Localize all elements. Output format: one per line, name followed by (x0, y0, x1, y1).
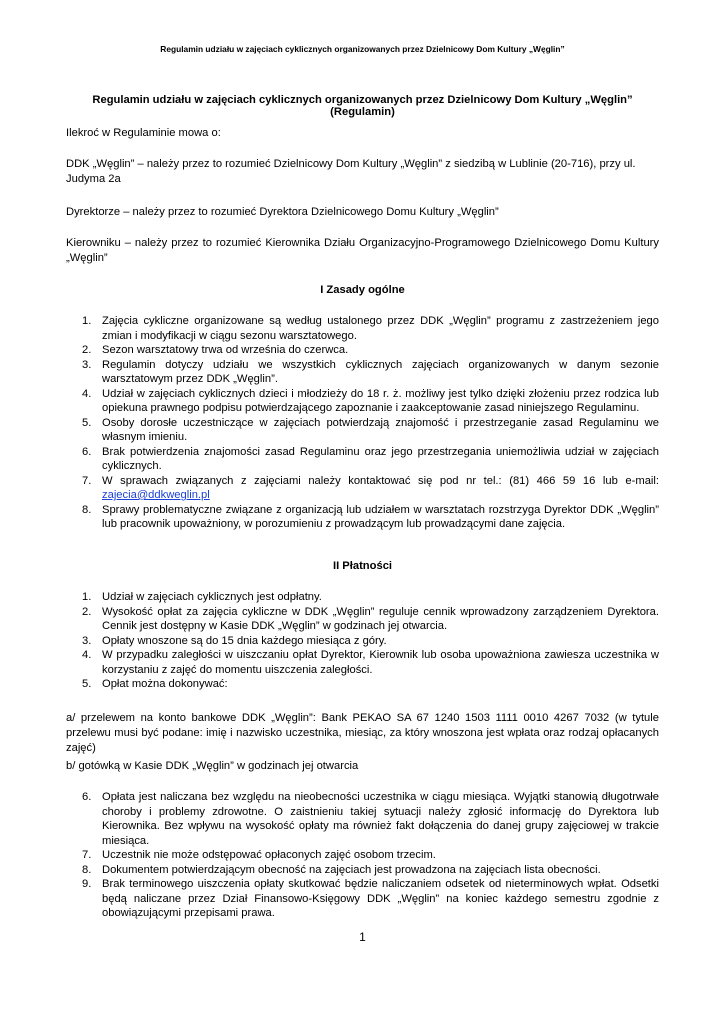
list-item: 8. Sprawy problematyczne związane z organizacją lub udziałem w warsztatach rozstrzyga Dyrektor DDK „Węglin” lub pracownik upoważniony, w porozumieniu z prowadzącym lub prowadzącymi dane zajęcia. (82, 503, 659, 530)
payment-option-cash: b/ gotówką w Kasie DDK „Węglin” w godzinach jej otwarcia (66, 760, 359, 772)
list-item: 4. Udział w zajęciach cyklicznych dzieci i młodzieży do 18 r. ż. możliwy jest tylko dzięki złożeniu przez rodzica lub opiekuna prawnego podpisu potwierdzającego zapoznanie i zaakceptowanie zasad niniejszego Regulaminu. (82, 387, 659, 414)
definition-kierownik: Kierowniku – należy przez to rozumieć Kierownika Działu Organizacyjno-Programowego Dzielnicowego Domu Kultury „Węglin” (66, 237, 659, 264)
section-2-list (66, 590, 659, 692)
definition-dyrektor: Dyrektorze – należy przez to rozumieć Dyrektora Dzielnicowego Domu Kultury „Węglin” (66, 206, 499, 218)
list-item: 2. Wysokość opłat za zajęcia cykliczne w DDK „Węglin” reguluje cennik wprowadzony zarządzeniem Dyrektora. Cennik jest dostępny w Kasie DDK „Węglin” w godzinach jej otwarcia. (82, 605, 659, 632)
list-item: 2. Sezon warsztatowy trwa od września do czerwca. (82, 344, 349, 356)
list-item: 8. Dokumentem potwierdzającym obecność na zajęciach jest prowadzona na zajęciach lista obecności. (82, 863, 601, 876)
document-title: Regulamin udziału w zajęciach cyklicznych organizowanych przez Dzielnicowy Dom Kultury „Węglin” (Regulamin) (92, 94, 633, 118)
list-item: 6. Brak potwierdzenia znajomości zasad Regulaminu oraz jego przestrzegania uniemożliwia udział w zajęciach cyklicznych. (82, 445, 659, 472)
page-number: 1 (359, 930, 366, 944)
running-header: Regulamin udziału w zajęciach cyklicznych organizowanych przez Dzielnicowy Dom Kultury „Węglin” (160, 44, 565, 54)
list-item: 7. W sprawach związanych z zajęciami należy kontaktować się pod nr tel.: (81) 466 59 16 lub e-mail: zajecia@ddkweglin.pl (82, 474, 659, 501)
list-item: 6. Opłata jest naliczana bez względu na nieobecności uczestnika w ciągu miesiąca. Wyjątki stanowią długotrwałe choroby i problemy zdrowotne. O zaistnieniu takiej sytuacji należy zgłosić informację do Dyrektora lub Kierownika. Bez wpływu na wysokość opłaty ma również fakt dołączenia do danej grupy zajęciowej w trakcie miesiąca. (82, 791, 659, 847)
list-item: 5. Opłat można dokonywać: (82, 678, 228, 690)
list-item: 3. Opłaty wnoszone są do 15 dnia każdego miesiąca z góry. (82, 634, 387, 647)
contact-email-link[interactable]: zajecia@ddkweglin.pl (102, 489, 210, 501)
list-item: 1. Udział w zajęciach cyklicznych jest odpłatny. (82, 591, 322, 603)
list-item: 7. Uczestnik nie może odstępować opłaconych zajęć osobom trzecim. (82, 849, 436, 861)
list-item: 9. Brak terminowego uiszczenia opłaty skutkować będzie naliczaniem odsetek od nieterminowych wpłat. Odsetki będą naliczane przez Dział Finansowo-Księgowy DDK „Węglin” na koniec każdego semestru zgodnie z obowiązującymi przepisami prawa. (82, 878, 659, 919)
section-1-list (66, 314, 659, 532)
intro-text: Ilekroć w Regulaminie mowa o: (66, 127, 221, 139)
list-item: 3. Regulamin dotyczy udziału we wszystkich cyklicznych zajęciach organizowanych w danym sezonie warsztatowym przez DDK „Węglin”. (82, 358, 659, 385)
list-item: 4. W przypadku zaległości w uiszczaniu opłat Dyrektor, Kierownik lub osoba upoważniona zawiesza uczestnika w korzystaniu z zajęć do momentu uiszczenia zaległości. (82, 649, 659, 676)
section-title-zasady: I Zasady ogólne (320, 284, 405, 296)
section-title-platnosci: II Płatności (332, 560, 393, 572)
list-item: 5. Osoby dorosłe uczestniczące w zajęciach potwierdzają znajomość i przestrzeganie zasad Regulaminu we własnym imieniu. (82, 416, 659, 443)
payment-option-transfer: a/ przelewem na konto bankowe DDK „Węglin”: Bank PEKAO SA 67 1240 1503 1111 0010 4267 7032 (w tytule przelewu musi być podane: imię i nazwisko uczestnika, miesiąc, za który wnoszona jest wpłata oraz rodzaj opłacanych zajęć) (66, 712, 659, 754)
list-item: 1. Zajęcia cykliczne organizowane są według ustalonego przez DDK „Węglin” programu z zastrzeżeniem jego zmian i modyfikacji w ciągu sezonu warsztatowego. (82, 315, 659, 342)
section-2-list-continued (66, 790, 659, 921)
definition-ddk: DDK „Węglin” – należy przez to rozumieć Dzielnicowy Dom Kultury „Węglin” z siedzibą w Lublinie (20-716), przy ul. Judyma 2a (66, 158, 636, 185)
